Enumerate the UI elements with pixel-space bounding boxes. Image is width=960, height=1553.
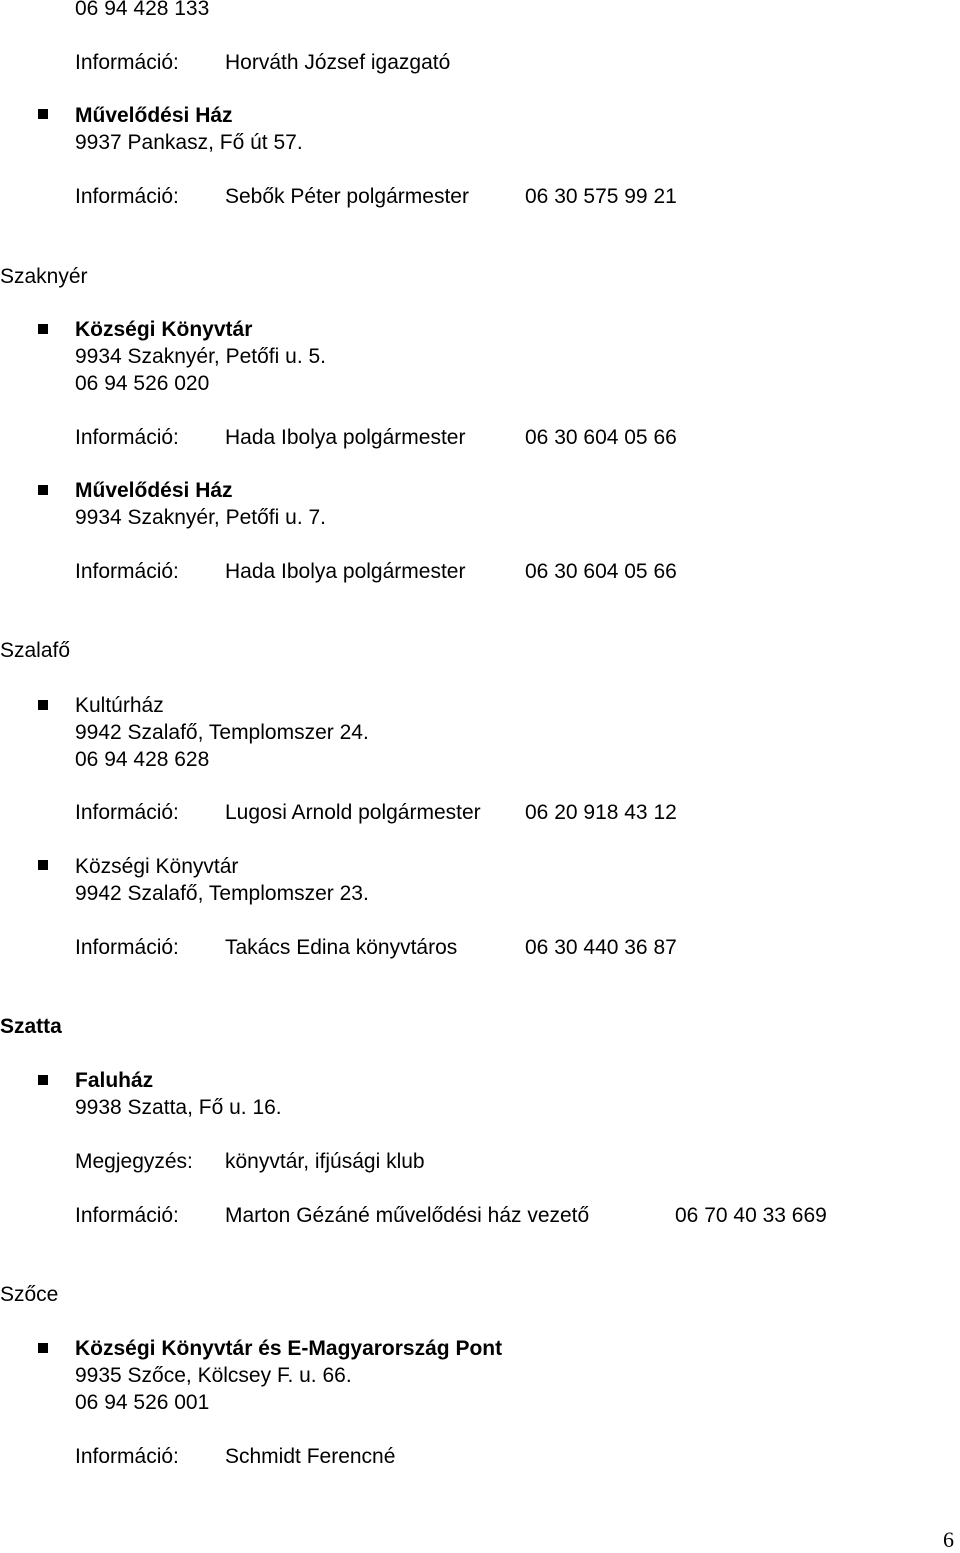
info-phone: 06 30 440 36 87 (525, 936, 677, 959)
entry-name: Kultúrház (75, 694, 164, 717)
entry-address: 9934 Szaknyér, Petőfi u. 7. (75, 506, 326, 529)
info-phone: 06 30 604 05 66 (525, 426, 677, 449)
entry-phone: 06 94 428 628 (75, 748, 210, 771)
info-label: Információ: (75, 936, 179, 959)
section-heading-szalafo: Szalafő (0, 639, 71, 662)
info-label: Információ: (75, 185, 179, 208)
info-person: Hada Ibolya polgármester (225, 560, 466, 583)
page-number: 6 (943, 1527, 954, 1552)
info-label: Információ: (75, 801, 179, 824)
entry-name: Művelődési Ház (75, 479, 233, 502)
info-label: Információ: (75, 1445, 179, 1468)
top-phone: 06 94 428 133 (75, 0, 210, 20)
bullet-icon (38, 700, 48, 710)
entry-address: 9934 Szaknyér, Petőfi u. 5. (75, 345, 326, 368)
bullet-icon (38, 485, 48, 495)
section-heading-szaknyer: Szaknyér (0, 265, 88, 288)
info-person: Hada Ibolya polgármester (225, 426, 466, 449)
info-phone: 06 20 918 43 12 (525, 801, 677, 824)
bullet-icon (38, 860, 48, 870)
entry-address: 9935 Szőce, Kölcsey F. u. 66. (75, 1364, 352, 1387)
entry-phone: 06 94 526 020 (75, 372, 210, 395)
entry-phone: 06 94 526 001 (75, 1391, 210, 1414)
note-label: Megjegyzés: (75, 1150, 193, 1173)
info-phone: 06 30 575 99 21 (525, 185, 677, 208)
entry-name: Községi Könyvtár és E-Magyarország Pont (75, 1337, 503, 1360)
entry-name: Községi Könyvtár (75, 855, 239, 878)
bullet-icon (38, 1343, 48, 1353)
info-person: Marton Gézáné művelődési ház vezető (225, 1204, 590, 1227)
section-heading-szatta: Szatta (0, 1015, 62, 1038)
info-phone: 06 30 604 05 66 (525, 560, 677, 583)
info-person: Lugosi Arnold polgármester (225, 801, 481, 824)
top-info-value: Horváth József igazgató (225, 51, 451, 74)
info-person: Schmidt Ferencné (225, 1445, 396, 1468)
bullet-icon (38, 1075, 48, 1085)
entry-address: 9942 Szalafő, Templomszer 23. (75, 882, 369, 905)
info-label: Információ: (75, 560, 179, 583)
entry-name: Művelődési Ház (75, 104, 233, 127)
entry-name: Faluház (75, 1069, 154, 1092)
section-heading-szoce: Szőce (0, 1283, 59, 1306)
info-label: Információ: (75, 426, 179, 449)
entry-address: 9937 Pankasz, Fő út 57. (75, 131, 303, 154)
info-label: Információ: (75, 1204, 179, 1227)
entry-address: 9942 Szalafő, Templomszer 24. (75, 721, 369, 744)
top-info-label: Információ: (75, 51, 179, 74)
info-person: Sebők Péter polgármester (225, 185, 469, 208)
bullet-icon (38, 324, 48, 334)
bullet-icon (38, 109, 48, 119)
entry-name: Községi Könyvtár (75, 318, 253, 341)
info-phone: 06 70 40 33 669 (675, 1204, 827, 1227)
entry-address: 9938 Szatta, Fő u. 16. (75, 1096, 282, 1119)
info-person: Takács Edina könyvtáros (225, 936, 458, 959)
note-value: könyvtár, ifjúsági klub (225, 1150, 425, 1173)
